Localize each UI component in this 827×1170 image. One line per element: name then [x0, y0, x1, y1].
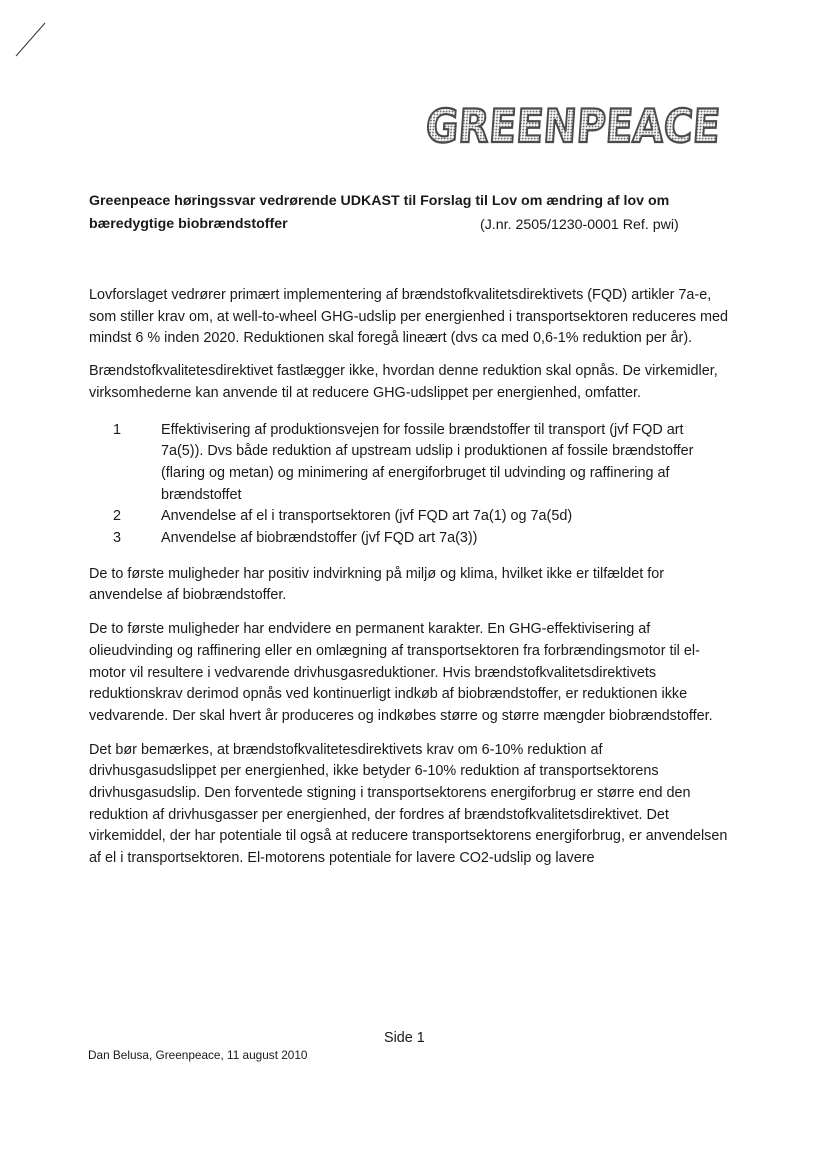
greenpeace-logo-icon	[422, 98, 769, 154]
paragraph: Brændstofkvalitetesdirektivet fastlægger ikke, hvordan denne reduktion skal opnås. De virkemidler, virksomhederne kan anvende til at reducere GHG-udslippet per energienhed, omfatter.	[89, 363, 718, 401]
list-item-text: Anvendelse af el i transportsektoren (jvf FQD art 7a(1) og 7a(5d)	[161, 508, 573, 525]
list-item	[89, 506, 729, 528]
heading-line-2	[89, 213, 729, 236]
list-item-number: 2	[113, 508, 122, 525]
heading-line-1: Greenpeace høringssvar vedrørende UDKAST til Forslag til Lov om ændring af lov om	[89, 193, 670, 209]
list-item-text: Anvendelse af biobrændstoffer (jvf FQD art 7a(3))	[161, 530, 478, 547]
list-item-text: Effektivisering af produktionsvejen for fossile brændstoffer til transport (jvf FQD art 7a(5)). Dvs både reduktion af upstream udslip i produktionen af fossile brændstoffer (flaring og metan) og minimering af energiforbruget til udvinding og raffinering af brændstoffet	[161, 421, 694, 503]
document-heading	[89, 190, 729, 236]
list-item	[89, 420, 729, 507]
paragraph: Det bør bemærkes, at brændstofkvalitetesdirektivets krav om 6-10% reduktion af drivhusgasudslippet per energienhed, ikke betyder 6-10% reduktion af transportsektorens drivhusgasudslip. Den forventede stigning i transportsektorens energiforbrug er større end den reduktion af drivhusgasser per energienhed, der fordres af brændstofkvalitetsdirektivet. Det virkemiddel, der har potentiale til også at reducere transportsektorens energiforbrug, er anvendelsen af el i transportsektoren. El-motorens potentiale for lavere CO2-udslip og lavere	[89, 741, 728, 867]
page-number: Side 1	[384, 1030, 425, 1046]
footer-author-date: Dan Belusa, Greenpeace, 11 august 2010	[88, 1048, 308, 1062]
list-item	[89, 528, 729, 550]
reference-number: (J.nr. 2505/1230-0001 Ref. pwi)	[480, 217, 679, 233]
list-item-number: 3	[113, 530, 122, 547]
paragraph: De to første muligheder har positiv indvirkning på miljø og klima, hvilket ikke er tilfældet for anvendelse af biobrændstoffer.	[89, 565, 665, 604]
paragraph: Lovforslaget vedrører primært implementering af brændstofkvalitetsdirektivets (FQD) artikler 7a-e, som stiller krav om, at well-to-wheel GHG-udslip per energienhed i transportsektoren reduceres med mindst 6 % inden 2020. Reduktionen skal foregå lineært (dvs ca med 0,6-1% reduktion per år).	[89, 287, 729, 347]
document-body	[89, 285, 729, 882]
paragraph: De to første muligheder har endvidere en permanent karakter. En GHG-effektivisering af olieudvinding og raffinering eller en omlægning af transportsektoren fra forbrændingsmotor til el-motor vil resultere i vedvarende drivhusgasreduktioner. Hvis brændstofkvalitetsdirektivets reduktionskrav derimod opnås ved kontinuerligt indkøb af biobrændstoffer, er reduktionen ikke vedvarende. Der skal hvert år produceres og indkøbes større og større mængder biobrændstoffer.	[89, 621, 713, 724]
svg-text:GREENPEACE: GREENPEACE	[424, 99, 769, 153]
pen-stroke-mark	[12, 20, 52, 60]
list-item-number: 1	[113, 421, 122, 438]
heading-subject: bæredygtige biobrændstoffer	[89, 216, 288, 232]
measures-list	[89, 420, 729, 550]
